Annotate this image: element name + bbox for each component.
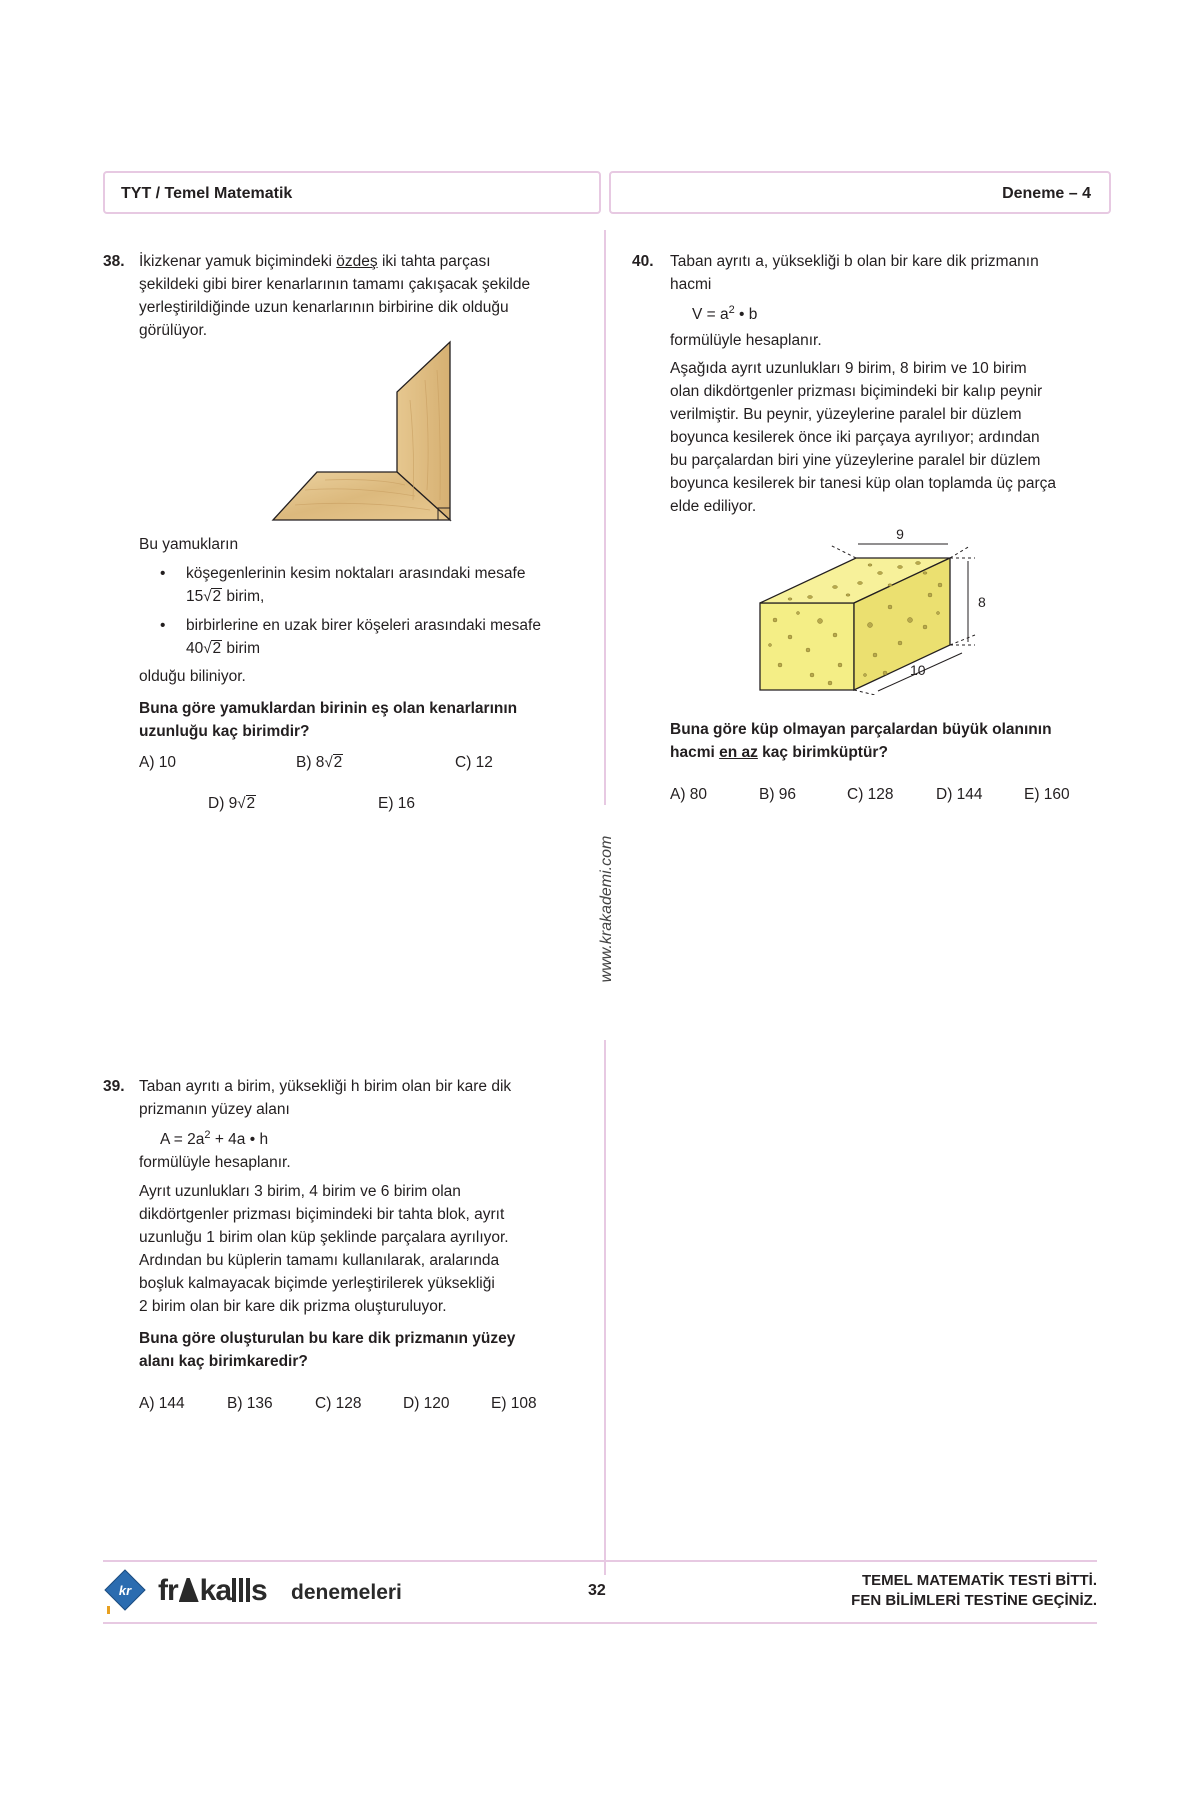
footer-end-2: FEN BİLİMLERİ TESTİNE GEÇİNİZ. — [851, 1592, 1097, 1609]
brand-wordmark: fr ka s — [158, 1574, 267, 1607]
trapezoid-figure — [265, 340, 455, 525]
q38-lead: Bu yamukların — [139, 536, 239, 553]
brand-star-icon — [179, 1578, 199, 1602]
column-divider-top — [604, 230, 606, 805]
q40-body-4: boyunca kesilerek önce iki parçaya ayrılıyor; ardından — [670, 429, 1040, 446]
q38-bullet-dot-2: • — [160, 617, 166, 634]
q40-option-a[interactable]: A) 80 — [670, 786, 708, 803]
q39-option-e[interactable]: E) 108 — [491, 1395, 537, 1412]
q40-number: 40. — [632, 253, 654, 270]
q40-option-e[interactable]: E) 160 — [1024, 786, 1070, 803]
q38-bullet-dot-1: • — [160, 565, 166, 582]
dimension-right: 8 — [978, 594, 986, 610]
q39-formula: $A = 2a^2 + 4a$ • h — [160, 1129, 269, 1149]
svg-text:kr: kr — [118, 1583, 132, 1598]
q40-line-1: Taban ayrıtı a, yüksekliği b olan bir kare dik prizmanın — [670, 253, 1039, 270]
page-number: 32 — [588, 1582, 606, 1599]
q39-option-d[interactable]: D) 120 — [403, 1395, 450, 1412]
brand-subtitle: denemeleri — [291, 1581, 402, 1604]
brand-bars-icon — [232, 1578, 250, 1602]
q38-question-2: uzunluğu kaç birimdir? — [139, 723, 310, 740]
q39-line-2: prizmanın yüzey alanı — [139, 1101, 290, 1118]
q39-question-2: alanı kaç birimkaredir? — [139, 1353, 308, 1370]
q38-option-a[interactable]: A) 10 — [139, 754, 177, 771]
q39-option-c[interactable]: C) 128 — [315, 1395, 362, 1412]
dimension-top: 9 — [896, 526, 904, 542]
q40-option-b[interactable]: B) 96 — [759, 786, 797, 803]
q40-option-c[interactable]: C) 128 — [847, 786, 894, 803]
dimension-bottom: 10 — [910, 662, 926, 678]
q39-after: formülüyle hesaplanır. — [139, 1154, 291, 1171]
q39-body-6: 2 birim olan bir kare dik prizma oluşturuluyor. — [139, 1298, 447, 1315]
q38-option-c[interactable]: C) 12 — [455, 754, 493, 771]
q38-bullet-1-value: 15√2 birim, — [186, 588, 265, 605]
q40-body-6: boyunca kesilerek bir tanesi küp olan toplamda üç parça — [670, 475, 1057, 492]
column-divider-bottom — [604, 1040, 606, 1575]
header-exam: Deneme – 4 — [1002, 185, 1091, 202]
watermark-url: www.krakademi.com — [598, 835, 615, 983]
header-subject: TYT / Temel Matematik — [121, 185, 293, 202]
footer-logo — [103, 1568, 402, 1616]
q40-after: formülüyle hesaplanır. — [670, 332, 822, 349]
q38-option-d[interactable]: D) 9√2 — [208, 795, 256, 812]
q39-option-b[interactable]: B) 136 — [227, 1395, 273, 1412]
cheese-prism-figure — [750, 525, 1000, 695]
q39-body-3: uzunluğu 1 birim olan küp şeklinde parçalara ayrılıyor. — [139, 1229, 509, 1246]
q38-known: olduğu biliniyor. — [139, 668, 246, 685]
q40-option-d[interactable]: D) 144 — [936, 786, 983, 803]
cheese-front-face — [760, 603, 854, 690]
q39-body-2: dikdörtgenler prizması biçimindeki bir tahta blok, ayrıt — [139, 1206, 505, 1223]
q39-body-1: Ayrıt uzunlukları 3 birim, 4 birim ve 6 birim olan — [139, 1183, 461, 1200]
q39-question-1: Buna göre oluşturulan bu kare dik prizmanın yüzey — [139, 1330, 516, 1347]
q38-intro: İkizkenar yamuk biçimindeki özdeş iki tahta parçası — [139, 253, 491, 270]
q39-body-4: Ardından bu küplerin tamamı kullanılarak, aralarında — [139, 1252, 500, 1269]
header-left-box — [103, 171, 601, 214]
q40-body-3: verilmiştir. Bu peynir, yüzeylerine paralel bir düzlem — [670, 406, 1022, 423]
q40-body-7: elde ediliyor. — [670, 498, 757, 515]
q40-formula: $V = a^2$ • b — [692, 304, 758, 324]
q40-body-1: Aşağıda ayrıt uzunlukları 9 birim, 8 birim ve 10 birim — [670, 360, 1027, 377]
q38-bullet-2: birbirlerine en uzak birer köşeleri arasındaki mesafe — [186, 617, 541, 634]
kr-badge-icon — [103, 1568, 147, 1616]
q39-number: 39. — [103, 1078, 125, 1095]
q38-option-b[interactable]: B) 8√2 — [296, 754, 343, 771]
q38-option-e[interactable]: E) 16 — [378, 795, 416, 812]
header-right-box — [609, 171, 1111, 214]
q38-line-3: görülüyor. — [139, 322, 208, 339]
q39-option-a[interactable]: A) 144 — [139, 1395, 185, 1412]
q39-body-5: boşluk kalmayacak biçimde yerleştirilerek yüksekliği — [139, 1275, 495, 1292]
footer-end-1: TEMEL MATEMATİK TESTİ BİTTİ. — [862, 1572, 1097, 1589]
q40-question-2: hacmi en az kaç birimküptür? — [670, 744, 888, 761]
q40-question-1: Buna göre küp olmayan parçalardan büyük olanının — [670, 721, 1052, 738]
q38-line-1: şekildeki gibi birer kenarlarının tamamı çakışacak şekilde — [139, 276, 531, 293]
q39-line-1: Taban ayrıtı a birim, yüksekliği h birim olan bir kare dik — [139, 1078, 512, 1095]
q40-body-2: olan dikdörtgenler prizması biçimindeki bir kalıp peynir — [670, 383, 1043, 400]
q40-body-5: bu parçalardan biri yine yüzeylerine paralel bir düzlem — [670, 452, 1041, 469]
q40-line-2: hacmi — [670, 276, 712, 293]
q38-bullet-1: köşegenlerinin kesim noktaları arasındaki mesafe — [186, 565, 526, 582]
q38-line-2: yerleştirildiğinde uzun kenarlarının birbirine dik olduğu — [139, 299, 509, 316]
q38-number: 38. — [103, 253, 125, 270]
q38-question-1: Buna göre yamuklardan birinin eş olan kenarlarının — [139, 700, 518, 717]
q38-bullet-2-value: 40√2 birim — [186, 640, 261, 657]
